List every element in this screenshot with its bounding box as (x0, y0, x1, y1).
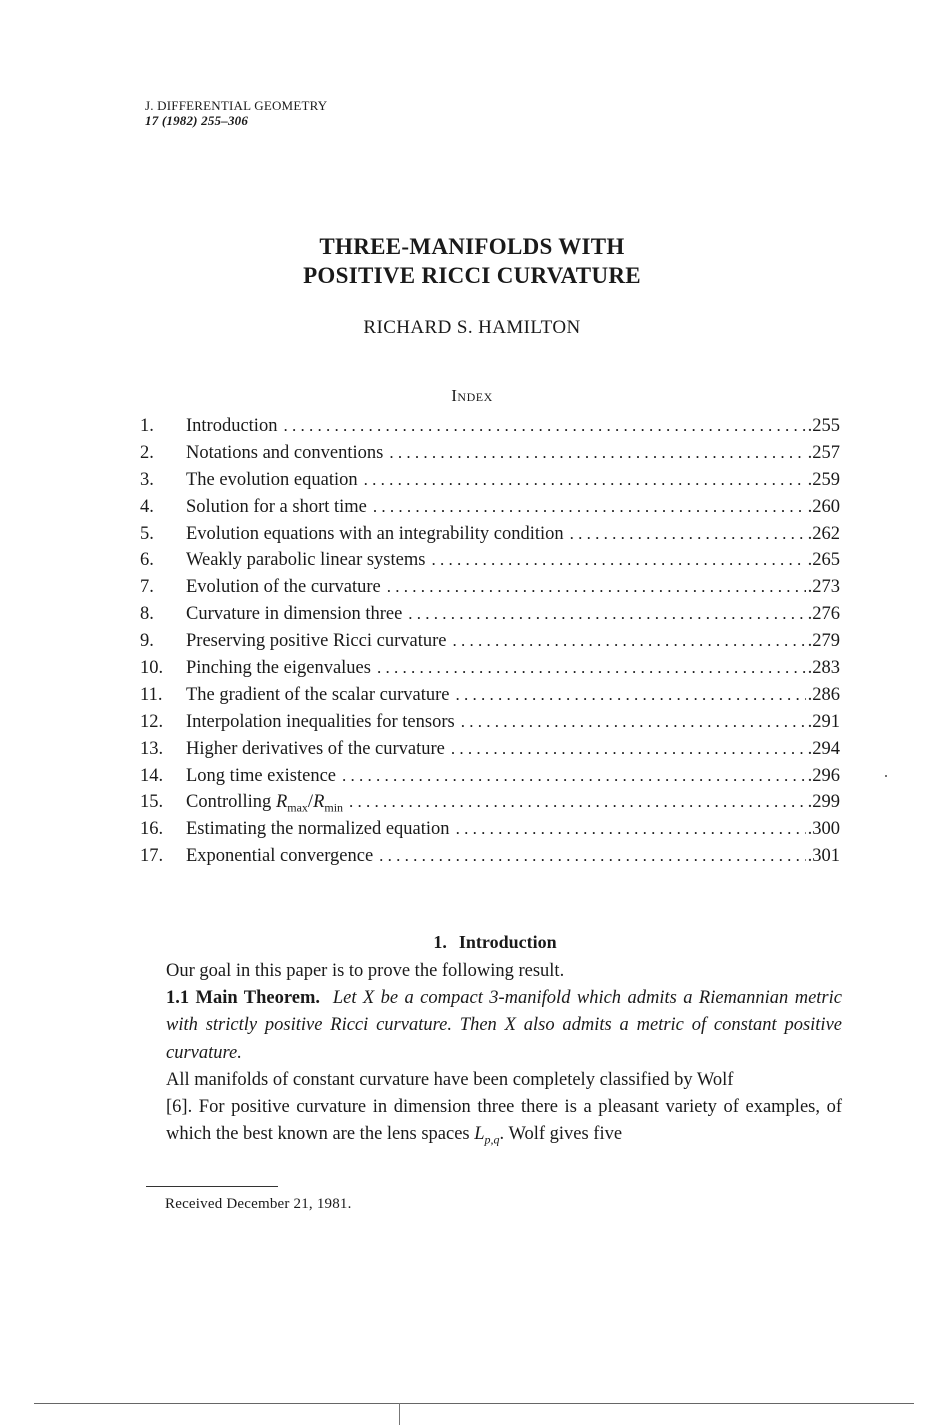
lens-letter: L (474, 1124, 485, 1145)
toc-page: .279 (807, 631, 840, 652)
lens-space-symbol (474, 1124, 500, 1147)
toc-leader (408, 601, 805, 628)
toc-leader (431, 547, 805, 574)
toc-number: 16. (140, 819, 164, 840)
paper-title-line-1: THREE-MANIFOLDS WITH (319, 234, 625, 259)
toc-title: Evolution equations with an integrability condition (186, 523, 564, 544)
toc-page: .299 (807, 792, 840, 813)
math-r: R (313, 792, 325, 813)
toc-entry (140, 521, 840, 548)
toc-number: 8. (140, 604, 154, 625)
body-text (166, 958, 842, 1154)
toc-title: Pinching the eigenvalues (186, 658, 371, 679)
toc-leader (373, 494, 806, 521)
toc-number: 4. (140, 496, 154, 517)
toc-title: Higher derivatives of the curvature (186, 738, 445, 759)
math-sub-max: max (287, 801, 308, 816)
toc-title: Solution for a short time (186, 496, 367, 517)
math-r-max (275, 792, 308, 816)
toc-number: 5. (140, 523, 154, 544)
toc-leader (570, 521, 806, 548)
toc-title: Preserving positive Ricci curvature (186, 631, 447, 652)
toc-leader (387, 574, 806, 601)
journal-volume: 17 (1982) 255–306 (145, 113, 249, 128)
toc-number: 13. (140, 738, 164, 759)
toc-number: 9. (140, 631, 154, 652)
toc-title: Notations and conventions (186, 442, 384, 463)
journal-citation (145, 98, 327, 128)
section-number: 1. (433, 932, 447, 952)
paragraph-lead: All manifolds of constant curvature have been completely classified by Wolf (166, 1069, 734, 1090)
toc-entry (140, 789, 840, 816)
toc-number: 12. (140, 711, 164, 732)
toc-entry (140, 440, 840, 467)
toc-number: 1. (140, 416, 154, 436)
math-r: R (275, 792, 288, 813)
section-heading (0, 932, 944, 953)
toc-title: Exponential convergence (186, 846, 374, 867)
math-sub-min: min (324, 801, 344, 816)
toc-title: Estimating the normalized equation (186, 819, 450, 840)
toc-title: The evolution equation (186, 469, 358, 490)
toc-leader (456, 682, 806, 709)
toc-number: 14. (140, 765, 164, 786)
toc-leader (451, 736, 806, 763)
toc-title-prefix: Controlling (186, 792, 276, 813)
toc-title: Weakly parabolic linear systems (186, 550, 426, 571)
toc-title: Long time existence (186, 765, 337, 786)
toc-leader (342, 763, 806, 790)
toc-entry (140, 816, 840, 843)
paragraph (166, 1094, 842, 1154)
index-heading: Index (451, 386, 493, 405)
toc-entry (140, 763, 840, 790)
toc-leader (379, 843, 805, 870)
toc-leader (389, 440, 805, 467)
toc-page: .255 (807, 416, 840, 436)
toc-page: .291 (807, 711, 840, 732)
page-bottom-edge (34, 1403, 914, 1404)
toc-leader (364, 467, 806, 494)
toc-number: 7. (140, 577, 154, 598)
toc-entry (140, 843, 840, 870)
toc-page: .257 (807, 442, 840, 463)
lens-subscript: p,q (484, 1132, 500, 1147)
scan-speck (885, 775, 887, 777)
toc-number: 11. (140, 684, 163, 705)
toc-page: .259 (807, 469, 840, 490)
toc-page: .300 (807, 819, 840, 840)
toc-entry (140, 709, 840, 736)
paragraph-text: [6]. For positive curvature in dimension three there is a pleasant variety of examples, of which the best known are the lens spaces (166, 1097, 842, 1145)
toc-entry (140, 467, 840, 494)
toc-page: .294 (807, 738, 840, 759)
toc-leader (377, 655, 806, 682)
toc-page: .260 (807, 496, 840, 517)
author-name: RICHARD S. HAMILTON (363, 317, 581, 338)
toc-title: The gradient of the scalar curvature (186, 684, 450, 705)
toc-leader (461, 709, 806, 736)
footnote-rule (146, 1186, 278, 1187)
theorem-label: 1.1 Main Theorem. (166, 988, 320, 1009)
toc-title: Interpolation inequalities for tensors (186, 711, 455, 732)
theorem (166, 985, 842, 1067)
toc-page: .262 (807, 523, 840, 544)
toc-entry (140, 547, 840, 574)
paper-title (0, 232, 944, 290)
toc-page: .265 (807, 550, 840, 571)
toc-title: Introduction (186, 416, 278, 436)
toc-entry (140, 413, 840, 440)
toc-leader (283, 413, 805, 440)
toc-number: 10. (140, 658, 164, 679)
table-of-contents (140, 413, 840, 870)
toc-leader (452, 628, 805, 655)
toc-number: 15. (140, 792, 164, 813)
toc-number: 17. (140, 846, 164, 867)
toc-entry (140, 682, 840, 709)
toc-entry (140, 655, 840, 682)
toc-page: .301 (807, 846, 840, 867)
toc-entry (140, 628, 840, 655)
journal-name: J. DIFFERENTIAL GEOMETRY (145, 98, 328, 113)
toc-title: Evolution of the curvature (186, 577, 381, 598)
footnote: Received December 21, 1981. (165, 1196, 352, 1212)
toc-entry (140, 736, 840, 763)
toc-title: Curvature in dimension three (186, 604, 403, 625)
toc-entry (140, 601, 840, 628)
paragraph: Our goal in this paper is to prove the following result. (166, 961, 565, 981)
toc-page: .286 (807, 684, 840, 705)
theorem-statement: Let X be a compact 3-manifold which admits a Riemannian metric with strictly positive Ricci curvature. Then X also admits a metric of constant positive curvature. (166, 988, 842, 1063)
toc-number: 2. (140, 442, 154, 463)
toc-page: .276 (807, 604, 840, 625)
paragraph-text-end: . Wolf gives five (499, 1124, 623, 1145)
math-r-min (313, 792, 344, 816)
toc-number: 6. (140, 550, 154, 571)
toc-page: .296 (807, 765, 840, 786)
toc-leader (349, 789, 806, 816)
toc-entry (140, 494, 840, 521)
page-bottom-tick (399, 1403, 400, 1425)
toc-number: 3. (140, 469, 154, 490)
toc-page: .273 (807, 577, 840, 598)
toc-page: .283 (807, 658, 840, 679)
math-slash: / (307, 792, 314, 813)
section-title: Introduction (458, 932, 557, 952)
toc-leader (456, 816, 806, 843)
toc-entry (140, 574, 840, 601)
paper-title-line-2: POSITIVE RICCI CURVATURE (303, 263, 641, 288)
